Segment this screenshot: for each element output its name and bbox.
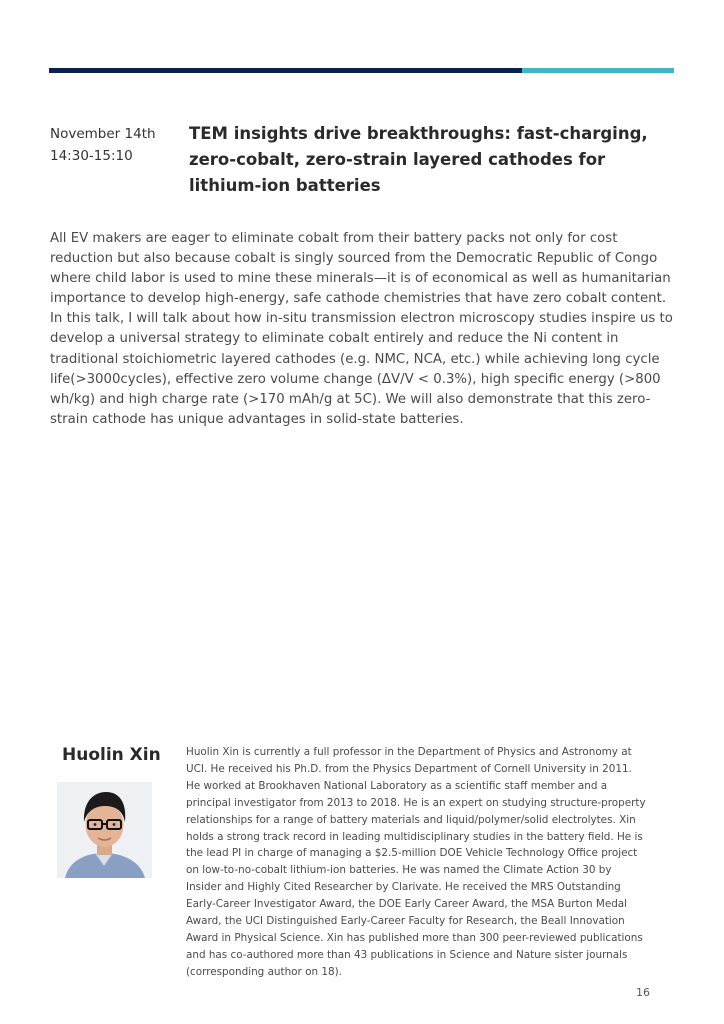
top-accent-bar [49, 68, 674, 73]
top-bar-teal-segment [522, 68, 674, 73]
speaker-bio: Huolin Xin is currently a full professor in the Department of Physics and Astronomy at UCI. He received his Ph.D. from the Physics Department of Cornell University in 2011. He worked at Brookhaven National Laboratory as a scientific staff member and a principal investigator from 2013 to 2018. He is an expert on studying structure-property relationships for a range of battery materials and liquid/polymer/solid electrolytes. Xin holds a strong track record in leading multidisciplinary studies in the battery field. He is the lead PI in charge of managing a $2.5-million DOE Vehicle Technology Office project on low-to-no-cobalt lithium-ion batteries. He was named the Climate Action 30 by Insider and Highly Cited Researcher by Clarivate. He received the MRS Outstanding Early-Career Investigator Award, the DOE Early Career Award, the MSA Burton Medal Award, the UCI Distinguished Early-Career Faculty for Research, the Beall Innovation Award in Physical Science. Xin has published more than 300 peer-reviewed publications and has co-authored more than 43 publications in Science and Nature sister journals (corresponding author on 18). [186, 746, 646, 978]
speaker-photo [57, 782, 152, 878]
session-datetime [50, 123, 180, 167]
talk-abstract: All EV makers are eager to eliminate cobalt from their battery packs not only for cost reduction but also because cobalt is singly sourced from the Democratic Republic of Congo where child labor is used to mine these minerals—it is of economical as well as humanitarian importance to develop high-energy, safe cathode chemistries that have zero cobalt content. In this talk, I will talk about how in-situ transmission electron microscopy studies inspire us to develop a universal strategy to eliminate cobalt entirely and reduce the Ni content in traditional stoichiometric layered cathodes (e.g. NMC, NCA, etc.) while achieving long cycle life(>3000cycles), effective zero volume change (ΔV/V < 0.3%), high specific energy (>800 wh/kg) and high charge rate (>170 mAh/g at 5C). We will also demonstrate that this zero-strain cathode has unique advantages in solid-state batteries. [50, 231, 673, 427]
speaker-name: Huolin Xin [62, 745, 161, 765]
session-date: November 14th [50, 126, 156, 142]
session-title: TEM insights drive breakthroughs: fast-charging, zero-cobalt, zero-strain layered cathodes for lithium-ion batteries [189, 124, 648, 195]
speaker-portrait-icon [57, 782, 152, 878]
page-number: 16 [636, 986, 650, 999]
session-time: 14:30-15:10 [50, 148, 133, 164]
top-bar-dark-segment [49, 68, 522, 73]
